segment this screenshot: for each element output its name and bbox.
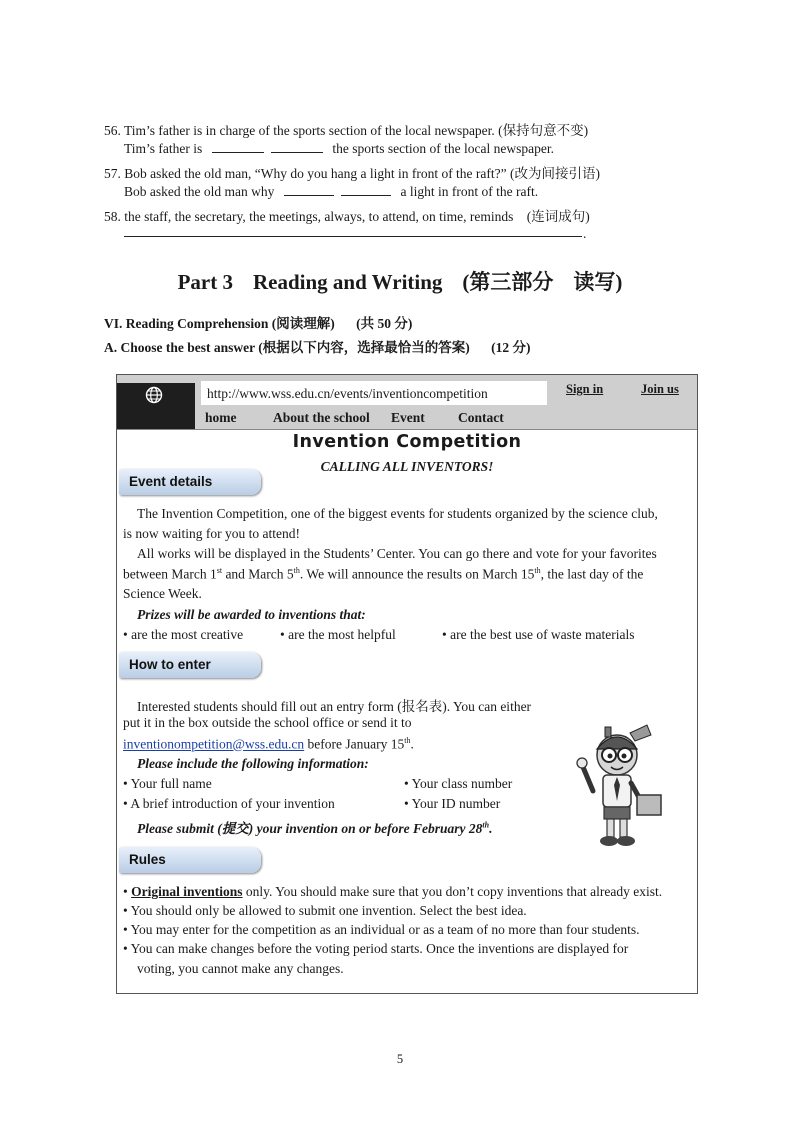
enter-line3: inventionompetition@wss.edu.cn before January 15th.: [123, 736, 414, 752]
url-bar[interactable]: http://www.wss.edu.cn/events/inventioncompetition: [201, 381, 547, 405]
rule-3: • You may enter for the competition as an individual or as a team of no more than four students.: [123, 922, 640, 937]
q58-end: .: [583, 226, 587, 241]
question-56-answer-line: [124, 140, 554, 157]
prizes-heading: Prizes will be awarded to inventions that:: [137, 607, 366, 622]
part-cn2: 读写): [573, 270, 623, 294]
answer-blank[interactable]: [212, 140, 264, 153]
answer-blank[interactable]: [271, 140, 323, 153]
question-57: 57. Bob asked the old man, “Why do you hang a light in front of the raft?” (改为间接引语): [104, 166, 601, 181]
info-item: • Your ID number: [404, 796, 501, 811]
part-label: Part 3: [177, 270, 233, 294]
event-p2-line3: Science Week.: [123, 586, 202, 601]
competition-subtitle: CALLING ALL INVENTORS!: [320, 459, 494, 474]
info-heading: Please include the following information:: [137, 756, 369, 771]
page-number: 5: [396, 1052, 404, 1066]
nav-bar: [117, 407, 697, 429]
part-cn: (第三部分: [462, 270, 554, 294]
event-p2-line1: All works will be displayed in the Students’ Center. You can go there and vote for your favorites: [137, 546, 657, 561]
info-item: • Your full name: [123, 776, 212, 791]
q57-answer-before: Bob asked the old man why: [124, 184, 275, 199]
rule-4: • You can make changes before the voting period starts. Once the inventions are displayed for: [123, 941, 629, 956]
entry-email-link[interactable]: inventionompetition@wss.edu.cn: [123, 736, 305, 752]
part-title: [0, 266, 800, 296]
section-vi-score: (共 50 分): [356, 316, 413, 331]
nav-home[interactable]: home: [205, 410, 237, 425]
nav-contact[interactable]: Contact: [458, 410, 504, 425]
event-p2-line2: between March 1st and March 5th. We will announce the results on March 15th, the last day of the: [123, 566, 644, 582]
section-vi-heading: [104, 312, 412, 332]
info-item: • Your class number: [404, 776, 513, 791]
rule-4-cont: voting, you cannot make any changes.: [137, 961, 344, 976]
q57-answer-after: a light in front of the raft.: [400, 184, 539, 199]
event-p1-line2: is now waiting for you to attend!: [123, 526, 300, 541]
q58-answer-line[interactable]: [124, 236, 582, 237]
competition-title: Invention Competition: [292, 432, 522, 452]
nav-dark-block: [117, 407, 195, 429]
rule-2: • You should only be allowed to submit one invention. Select the best idea.: [123, 903, 527, 918]
question-57-answer-line: [124, 183, 538, 200]
section-a-heading: [104, 336, 531, 356]
info-item: • A brief introduction of your invention: [123, 796, 335, 811]
question-56: 56. Tim’s father is in charge of the sports section of the local newspaper. (保持句意不变): [104, 123, 589, 138]
tab-rules[interactable]: Rules: [119, 847, 261, 873]
webpage-frame: [116, 374, 698, 994]
globe-icon: [145, 386, 163, 404]
cartoon-inventor-illustration: [575, 721, 675, 853]
question-58: [104, 205, 590, 225]
prize-item: • are the best use of waste materials: [442, 627, 635, 642]
part-name: Reading and Writing: [252, 270, 443, 294]
q58-note: (连词成句): [526, 209, 590, 224]
rule-1: • Original inventions only. You should make sure that you don’t copy inventions that already exist.: [123, 884, 663, 899]
q56-answer-after: the sports section of the local newspaper.: [332, 141, 554, 156]
join-us-link[interactable]: Join us: [641, 382, 679, 396]
tab-how-to-enter[interactable]: How to enter: [119, 652, 261, 678]
q56-answer-before: Tim’s father is: [124, 141, 203, 156]
section-a-score: (12 分): [491, 340, 531, 355]
sign-in-link[interactable]: Sign in: [566, 382, 604, 396]
answer-blank[interactable]: [284, 183, 334, 196]
tab-event-details[interactable]: Event details: [119, 469, 261, 495]
q58-words: 58. the staff, the secretary, the meetings, always, to attend, on time, reminds: [104, 209, 514, 224]
prize-item: • are the most creative: [123, 627, 244, 642]
section-vi-title: VI. Reading Comprehension (阅读理解): [104, 316, 335, 331]
enter-line2: put it in the box outside the school office or send it to: [123, 715, 412, 730]
answer-blank[interactable]: [341, 183, 391, 196]
prize-item: • are the most helpful: [280, 627, 396, 642]
submit-deadline: Please submit (提交) your invention on or before February 28th.: [137, 820, 493, 836]
section-a-title: A. Choose the best answer (根据以下内容，选择最恰当的答案): [104, 340, 470, 355]
nav-event[interactable]: Event: [391, 410, 425, 425]
nav-divider: [117, 429, 697, 430]
nav-about[interactable]: About the school: [273, 410, 370, 425]
globe-box: [117, 383, 195, 407]
enter-line1: Interested students should fill out an entry form (报名表). You can either: [137, 699, 532, 714]
event-p1-line1: The Invention Competition, one of the biggest events for students organized by the science club,: [137, 506, 658, 521]
browser-top-bar: [117, 375, 697, 407]
